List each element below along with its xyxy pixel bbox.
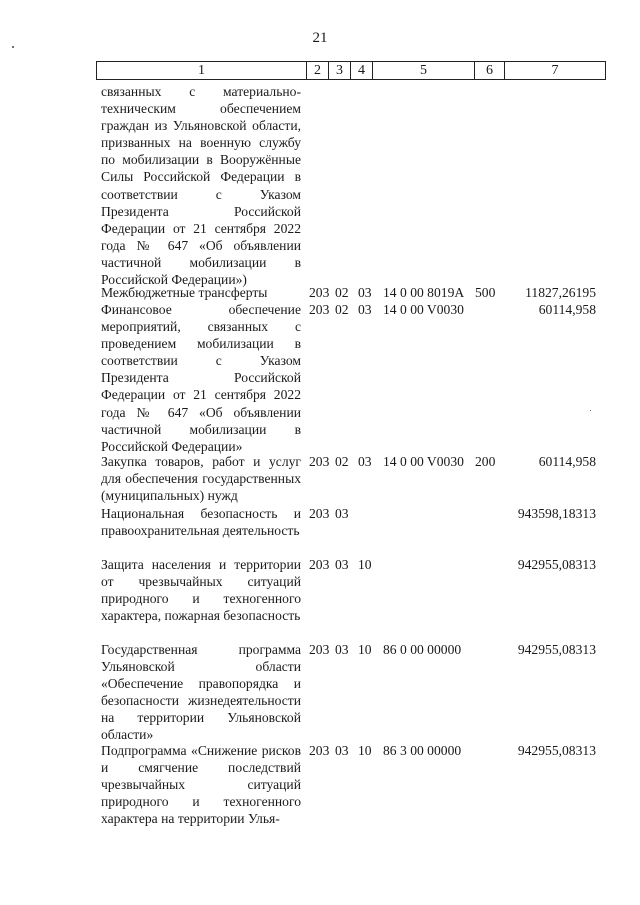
row-csr: 86 0 00 00000 (383, 642, 462, 657)
header-col-5: 5 (373, 62, 475, 80)
header-col-3: 3 (329, 62, 351, 80)
row-pr: 03 (358, 302, 372, 317)
row-sum: 943598,18313 (517, 506, 596, 521)
row-rz: 03 (335, 743, 349, 758)
row-pr: 10 (358, 743, 372, 758)
row-ved: 203 (309, 642, 330, 657)
row-ved: 203 (309, 557, 330, 572)
row-sum: 942955,08313 (517, 642, 596, 657)
row-sum: 942955,08313 (517, 743, 596, 758)
scan-speck (12, 46, 14, 48)
row-vr: 200 (475, 454, 496, 469)
row-pr: 03 (358, 285, 372, 300)
row-ved: 203 (309, 285, 330, 300)
row-vr: 500 (475, 285, 496, 300)
row-description: Государственная программа Ульяновской области «Обеспечение правопорядка и безопасности жизнедеятельности на территории Ульяновской области» (101, 642, 301, 743)
row-sum: 942955,08313 (517, 557, 596, 572)
row-description: Финансовое обеспечение мероприятий, связанных с проведением мобилизации в соответствии с Указом Президента Российской Федерации от 21 сентября 2022 года № 647 «Об объявлении частичной мобилизации в Российской Федерации» (101, 302, 301, 454)
header-col-2: 2 (307, 62, 329, 80)
row-rz: 02 (335, 302, 349, 317)
row-rz: 03 (335, 557, 349, 572)
row-csr: 14 0 00 V0030 (383, 454, 464, 469)
page-number: 21 (312, 30, 328, 46)
row-pr: 10 (358, 642, 372, 657)
row-sum: 60114,958 (538, 302, 596, 317)
header-col-4: 4 (351, 62, 373, 80)
row-pr: 10 (358, 557, 372, 572)
row-description: связанных с материально-техническим обеспечением граждан из Ульяновской области, призванных на военную службу по мобилизации в Вооружённые Силы Российской Федерации в соответствии с Указом Президента Российской Федерации от 21 сентября 2022 года № 647 «Об объявлении частичной мобилизации в Российской Федерации») (101, 84, 301, 288)
row-description: Защита населения и территории от чрезвычайных ситуаций природного и техногенного характера, пожарная безопасность (101, 557, 301, 624)
row-csr: 14 0 00 8019А (383, 285, 465, 300)
row-csr: 86 3 00 00000 (383, 743, 462, 758)
row-csr: 14 0 00 V0030 (383, 302, 464, 317)
row-rz: 02 (335, 285, 349, 300)
row-ved: 203 (309, 302, 330, 317)
row-rz: 02 (335, 454, 349, 469)
row-description: Межбюджетные трансферты (101, 285, 268, 300)
row-ved: 203 (309, 454, 330, 469)
header-col-6: 6 (475, 62, 505, 80)
row-ved: 203 (309, 743, 330, 758)
scan-speck (590, 410, 591, 411)
row-description: Закупка товаров, работ и услуг для обеспечения государственных (муниципальных) нужд (101, 454, 301, 504)
row-sum: 60114,958 (538, 454, 596, 469)
row-rz: 03 (335, 642, 349, 657)
row-description: Национальная безопасность и правоохранительная деятельность (101, 506, 301, 539)
header-col-7: 7 (505, 62, 606, 80)
row-description: Подпрограмма «Снижение рисков и смягчение последствий чрезвычайных ситуаций природного и техногенного характера на территории Улья- (101, 743, 301, 827)
row-sum: 11827,26195 (525, 285, 596, 300)
header-col-1: 1 (97, 62, 307, 80)
row-rz: 03 (335, 506, 349, 521)
row-pr: 03 (358, 454, 372, 469)
row-ved: 203 (309, 506, 330, 521)
